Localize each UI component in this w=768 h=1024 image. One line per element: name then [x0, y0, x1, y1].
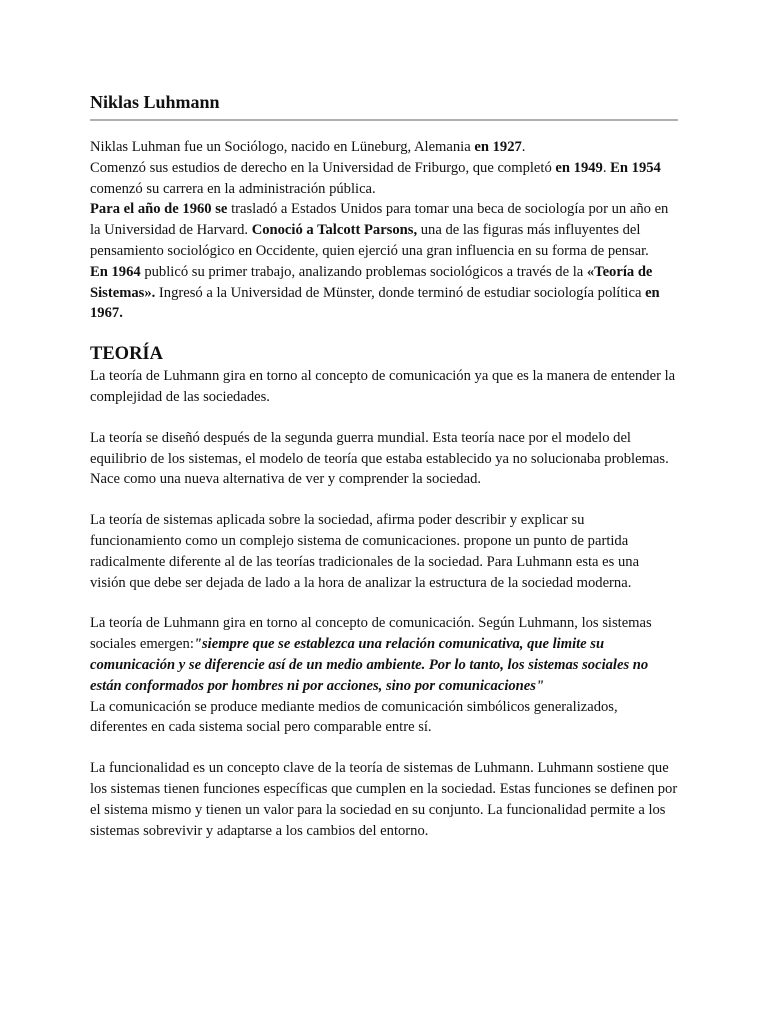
section-heading: TEORÍA: [90, 344, 163, 365]
bio-text: Niklas Luhman fue un Sociólogo, nacido en Lüneburg, Alemania: [90, 139, 475, 155]
bio-text: una de las figuras más influyentes del pensamiento sociológico en Occidente, quien ejerció una gran influencia en su forma de pensar.: [90, 222, 649, 259]
bio-date-1964: En 1964: [90, 263, 141, 280]
page-title: Niklas Luhmann: [90, 90, 678, 121]
bio-date-1949: en 1949: [555, 159, 603, 176]
paragraph-5: La funcionalidad es un concepto clave de la teoría de sistemas de Luhmann. Luhmann sostiene que los sistemas tienen funciones específicas que cumplen en la sociedad. Estas funciones se definen por el sistema mismo y tienen un valor para la sociedad en su conjunto. La funcionalidad permite a los sistemas sobrevivir y adaptarse a los cambios del entorno.: [90, 760, 678, 839]
paragraph-4-intro: La teoría de Luhmann gira en torno al concepto de comunicación. Según Luhmann, los sistemas sociales emergen:: [90, 615, 652, 653]
bio-line-harvard: [90, 199, 678, 261]
document-content: [90, 90, 678, 841]
bio-text: publicó su primer trabajo, analizando problemas sociológicos a través de la: [140, 263, 587, 280]
bio-text: Ingresó a la Universidad de Münster, donde terminó de estudiar sociología política: [155, 284, 646, 301]
bio-date-1967: en 1967.: [90, 284, 660, 322]
bio-date-1927: en 1927: [474, 139, 522, 155]
paragraph-2: La teoría se diseñó después de la segunda guerra mundial. Esta teoría nace por el modelo del equilibrio de los sistemas, el modelo de teoría que estaba establecido ya no solucionaba problemas. Nace como una nueva alternativa de ver y comprender la sociedad.: [90, 429, 669, 488]
bio-text: Comenzó sus estudios de derecho en la Universidad de Friburgo, que completó: [90, 159, 556, 176]
paragraph-1: La teoría de Luhmann gira en torno al concepto de comunicación ya que es la manera de entender la complejidad de las sociedades.: [90, 368, 676, 405]
luhmann-quote: "siempre que se establezca una relación comunicativa, que limite su comunicación y se diferencie así de un medio ambiente. Por lo tanto, los sistemas sociales no están conformados por hombres ni por acciones, sino por comunicaciones": [90, 636, 649, 694]
paragraph-4: [90, 613, 678, 696]
bio-text: comenzó su carrera en la administración pública.: [90, 180, 376, 197]
bio-parsons: Conoció a Talcott Parsons,: [251, 222, 418, 239]
bio-line-first-work: [90, 262, 678, 324]
bio-line-studies: [90, 158, 678, 200]
paragraph-4-continued: La comunicación se produce mediante medios de comunicación simbólicos generalizados, diferentes en cada sistema social pero comparable entre sí.: [90, 698, 618, 736]
paragraph-3: La teoría de sistemas aplicada sobre la sociedad, afirma poder describir y explicar su funcionamiento como un complejo sistema de comunicaciones. propone un punto de partida radicalmente diferente al de las teorías tradicionales de la sociedad. Para Luhmann esta es una visión que debe ser dejada de lado a la hora de analizar la estructura de la sociedad moderna.: [90, 512, 640, 591]
bio-teoria-sistemas: «Teoría de Sistemas».: [90, 263, 653, 301]
bio-text: .: [521, 139, 526, 155]
bio-date-1954: En 1954: [610, 159, 661, 176]
biography-block: [90, 137, 678, 324]
bio-text: trasladó a Estados Unidos para tomar una beca de sociología por un año en la Universidad de Harvard.: [90, 201, 669, 239]
bio-text: .: [602, 159, 611, 176]
bio-line-birth: [90, 137, 678, 158]
bio-date-1960: Para el año de 1960 se: [90, 201, 228, 218]
